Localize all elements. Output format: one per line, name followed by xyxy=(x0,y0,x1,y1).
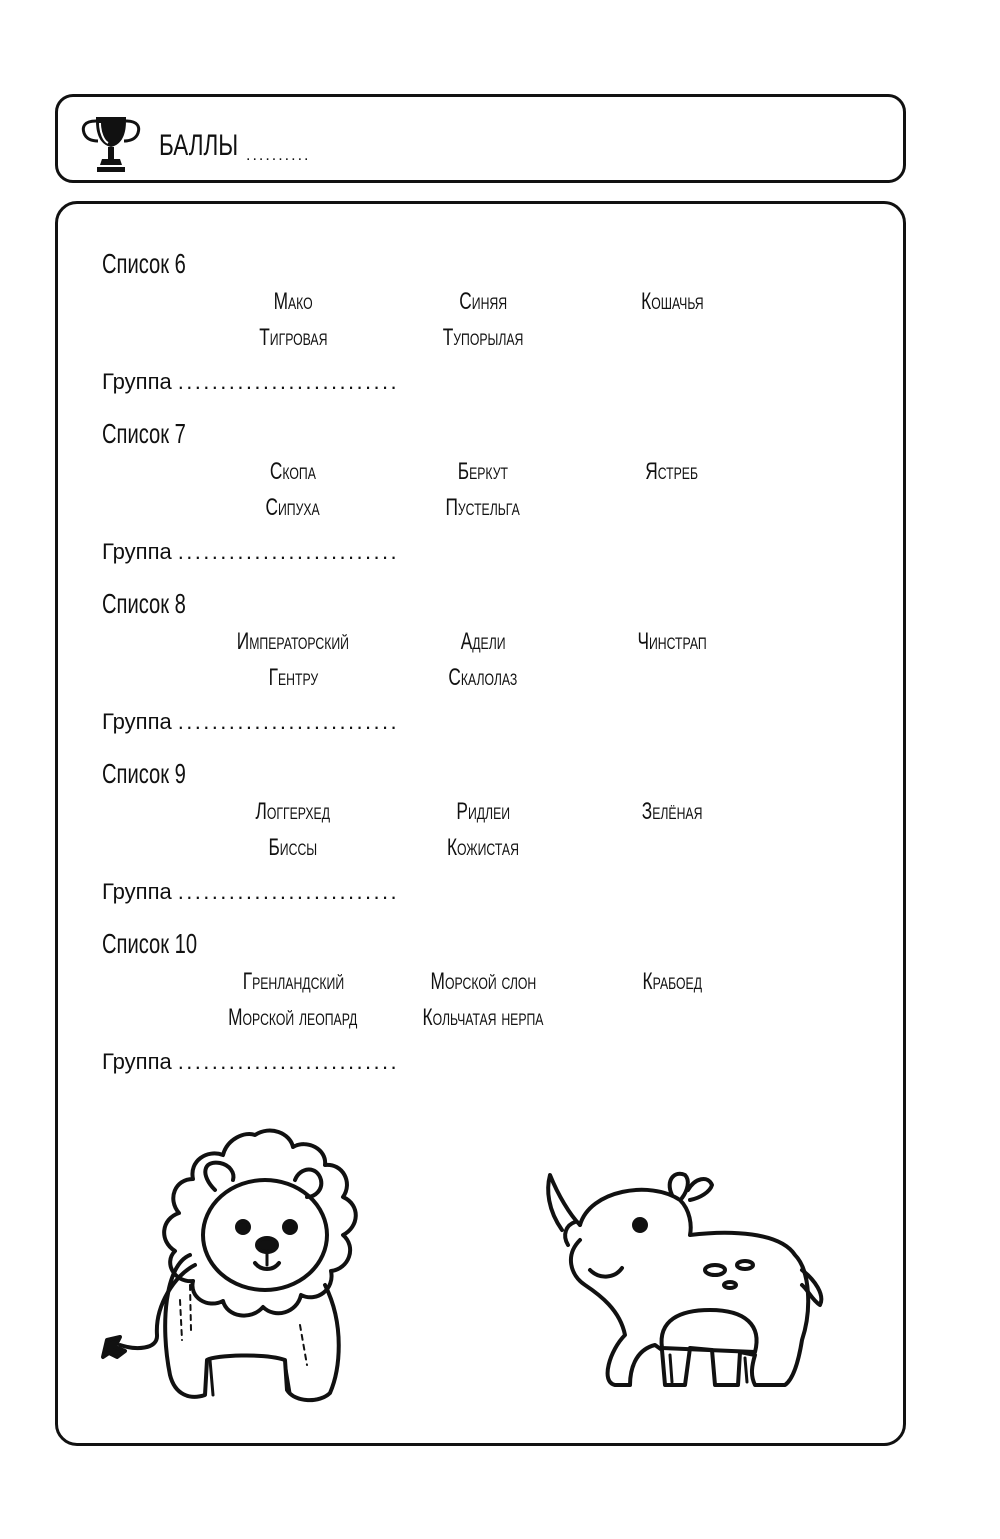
list-word: Беркут xyxy=(457,458,509,485)
list-word: Логгерхед xyxy=(255,798,331,825)
list-word: Синяя xyxy=(459,288,507,315)
list-word: Ястреб xyxy=(645,458,699,485)
list-word: Морской слон xyxy=(430,968,536,995)
lion-illustration xyxy=(95,1125,480,1410)
score-label: БАЛЛЫ xyxy=(159,129,239,162)
list-title: Список 9 xyxy=(102,758,186,789)
group-answer-line[interactable] xyxy=(102,369,399,395)
list-word: Сипуха xyxy=(265,494,321,521)
list-word: Императорский xyxy=(236,628,350,655)
group-answer-line[interactable] xyxy=(102,539,399,565)
list-word: Кожистая xyxy=(447,834,519,861)
list-word: Тупорылая xyxy=(442,324,524,351)
list-title: Список 7 xyxy=(102,418,186,449)
list-word: Морской леопард xyxy=(228,1004,358,1031)
list-word: Кошачья xyxy=(640,288,704,315)
list-word: Гентру xyxy=(268,664,318,691)
group-answer-line[interactable] xyxy=(102,1049,399,1075)
group-answer-line[interactable] xyxy=(102,879,399,905)
list-word: Гренландский xyxy=(242,968,344,995)
list-word: Крабоед xyxy=(642,968,702,995)
group-label: Группа xyxy=(102,369,172,394)
list-word: Чинстрап xyxy=(637,628,707,655)
group-dots[interactable]: .......................... xyxy=(177,1049,400,1074)
trophy-icon xyxy=(78,111,144,177)
score-box xyxy=(55,94,906,183)
list-word: Мако xyxy=(273,288,313,315)
group-answer-line[interactable] xyxy=(102,709,399,735)
list-word: Зелёная xyxy=(641,798,703,825)
score-answer-line[interactable]: .......... xyxy=(246,147,311,164)
list-title: Список 10 xyxy=(102,928,198,959)
group-dots[interactable]: .......................... xyxy=(177,369,400,394)
list-word: Скалолаз xyxy=(448,664,518,691)
list-title: Список 8 xyxy=(102,588,186,619)
list-word: Ридлеи xyxy=(456,798,510,825)
group-dots[interactable]: .......................... xyxy=(177,709,400,734)
list-word: Биссы xyxy=(268,834,318,861)
group-label: Группа xyxy=(102,709,172,734)
group-label: Группа xyxy=(102,879,172,904)
rhino-illustration xyxy=(540,1170,830,1405)
list-word: Адели xyxy=(460,628,506,655)
group-dots[interactable]: .......................... xyxy=(177,539,400,564)
group-label: Группа xyxy=(102,539,172,564)
group-label: Группа xyxy=(102,1049,172,1074)
list-word: Тигровая xyxy=(258,324,328,351)
list-title: Список 6 xyxy=(102,248,186,279)
list-word: Кольчатая нерпа xyxy=(422,1004,544,1031)
list-word: Скопа xyxy=(270,458,316,485)
list-word: Пустельга xyxy=(445,494,521,521)
group-dots[interactable]: .......................... xyxy=(177,879,400,904)
